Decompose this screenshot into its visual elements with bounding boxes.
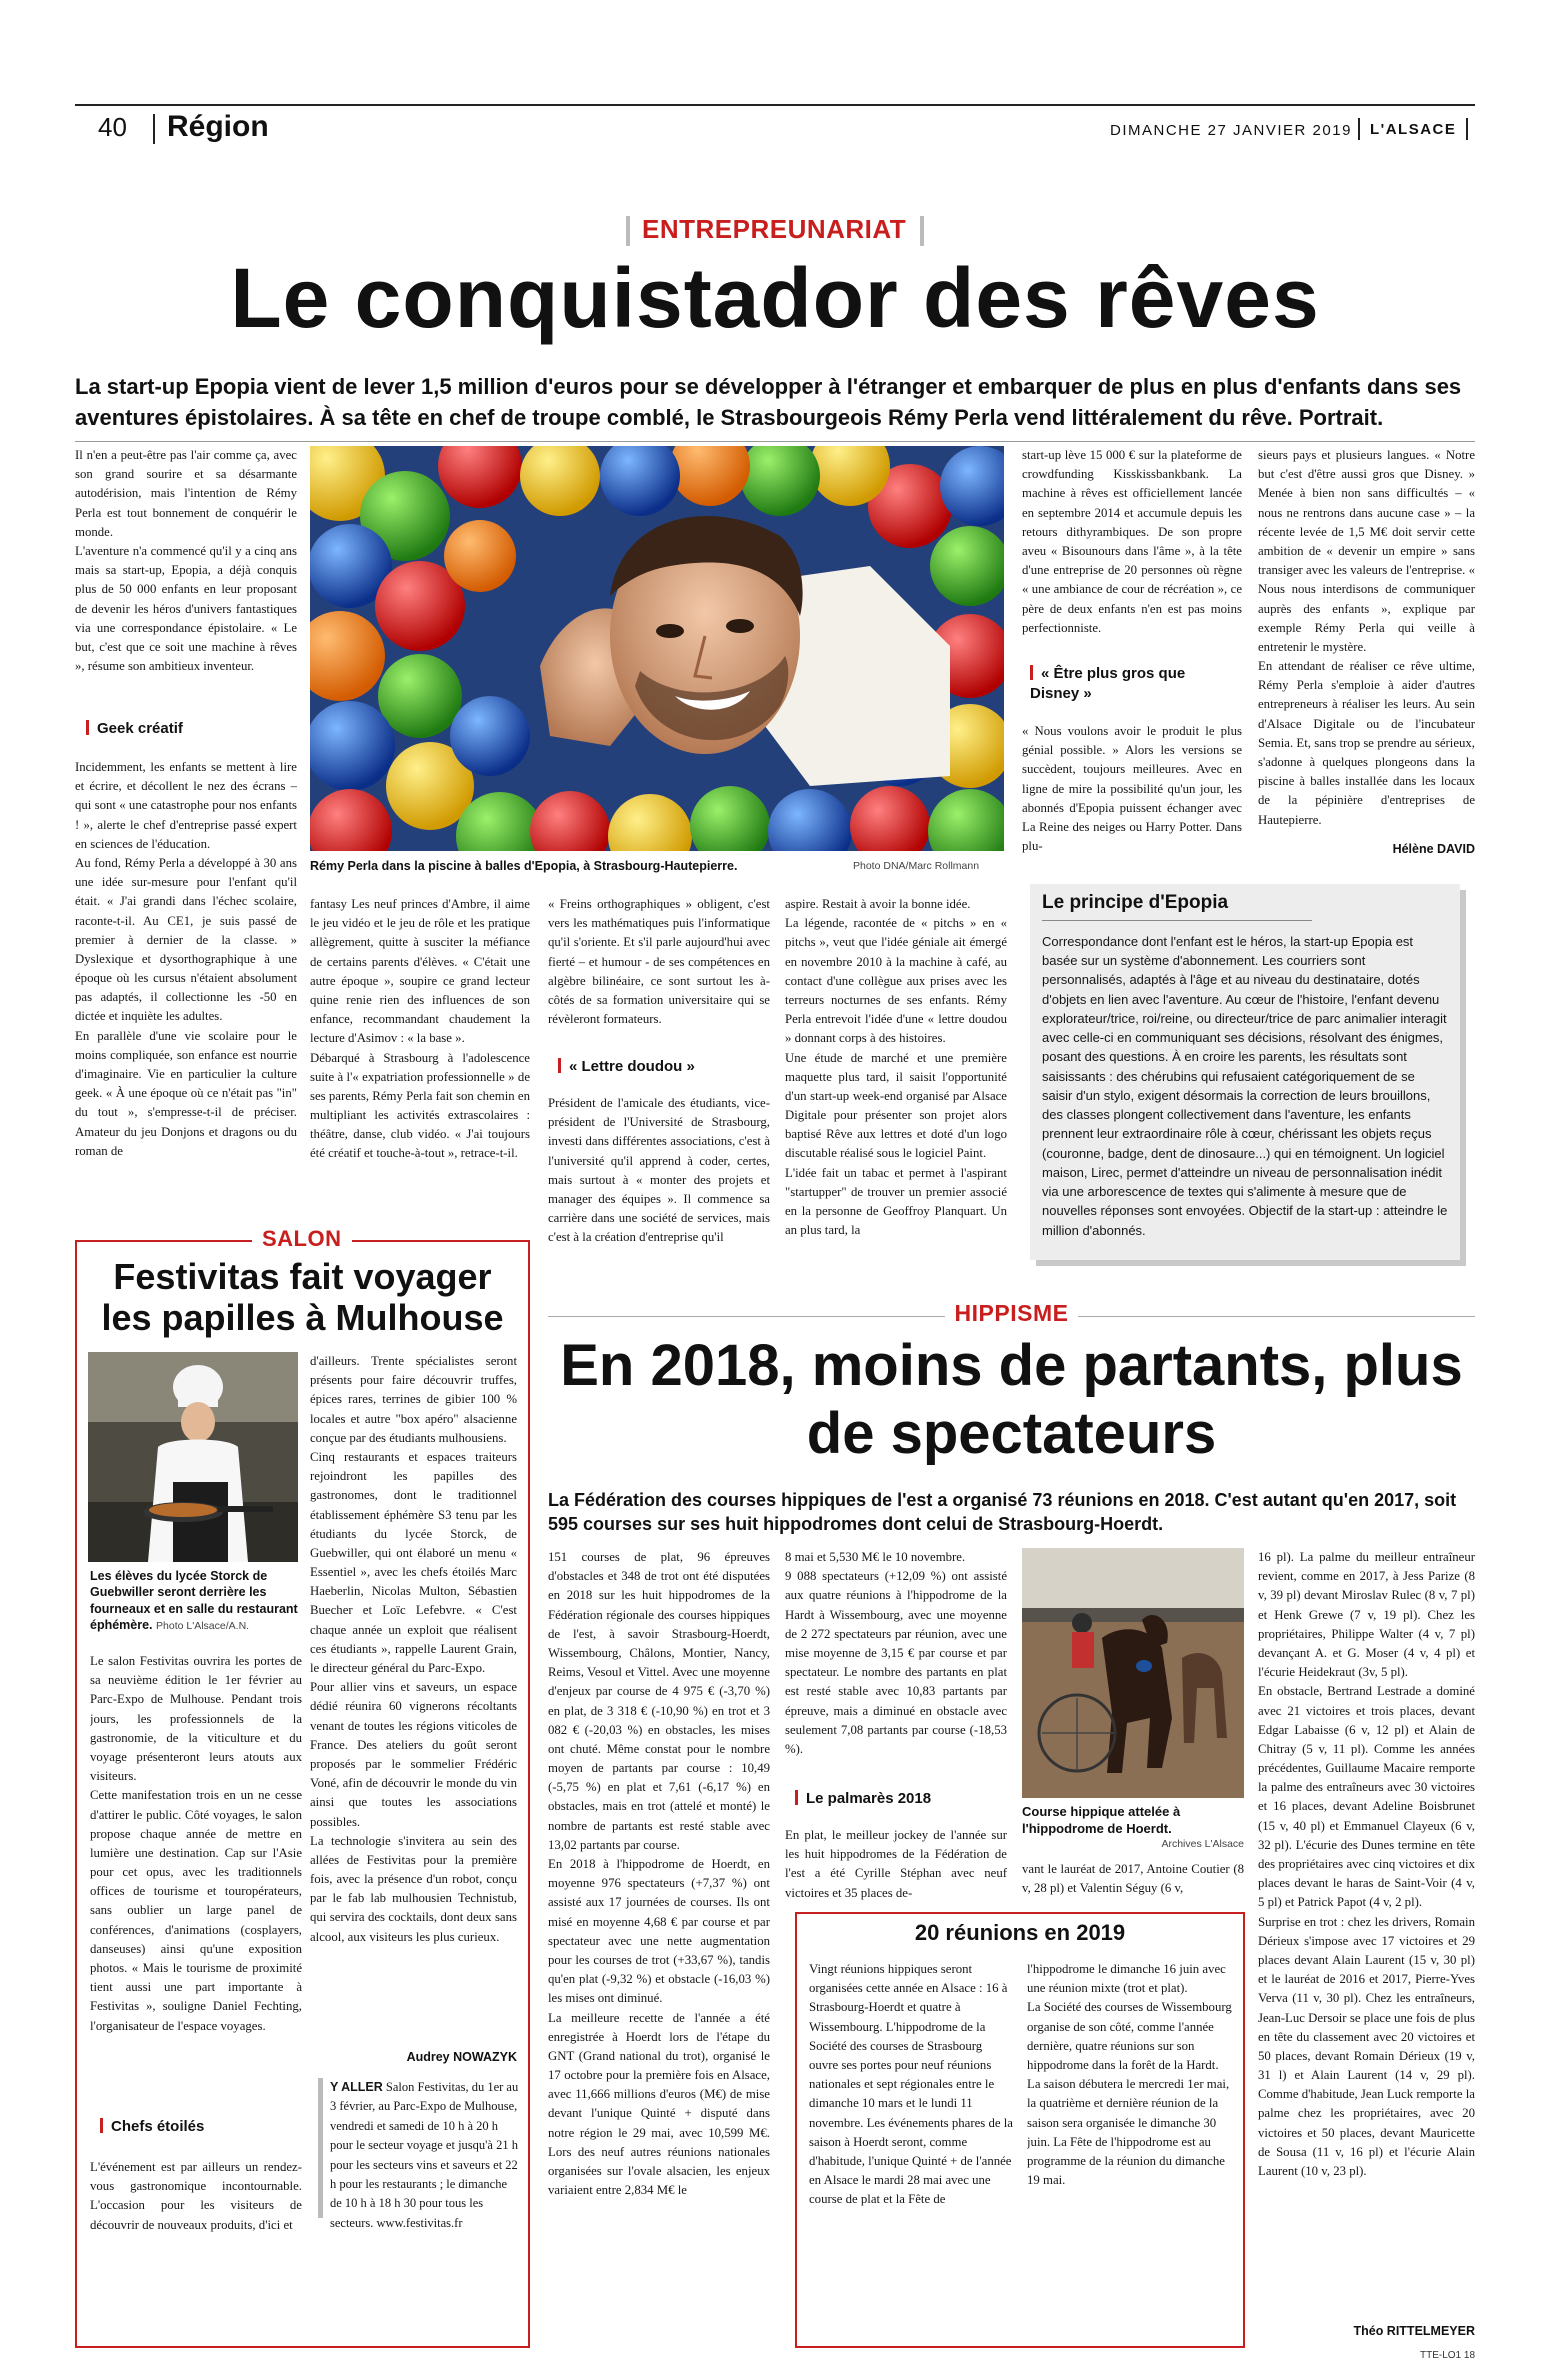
- epopia-info-box: [1030, 884, 1460, 1260]
- hippisme-kicker: HIPPISME: [945, 1300, 1079, 1326]
- main-col4: aspire. Restait à avoir la bonne idée. La légende, racontée de « pitchs » en « pitchs », veut que l'idée géniale ait émergé en novembre 2010 à la machine à café, au contact d'une collègue aux prises avec les terreurs nocturnes de ses enfants. Rémy Perla entrevoit l'idée d'une « lettre doudou » donnant corps à des histoires. Une étude de marché et une première maquette plus tard, il saisit l'opportunité d'un start-up week-end organisé par Alsace Digitale pour présenter son projet alors baptisé Rêve aux lettres et doté d'un logo discutable réalisé sous le logiciel Paint. L'idée fait un tabac et permet à l'aspirant "startupper" de trouver un premier associé en la personne de Geoffroy Planquart. Un an plus tard, la: [785, 897, 1007, 1238]
- salon-info: [330, 2078, 520, 2338]
- main-headline: Le conquistador des rêves: [230, 251, 1320, 345]
- salon-caption-credit: Photo L'Alsace/A.N.: [156, 1619, 250, 1632]
- salon-info-bar: [318, 2078, 323, 2218]
- main-photo-credit: Photo DNA/Marc Rollmann: [853, 860, 980, 872]
- salon-kicker-wrap: [252, 1226, 352, 1252]
- main-col1-a: Il n'en a peut-être pas l'air comme ça, avec son grand sourire et sa désarmante autodérision, mais l'intention de Rémy Perla est tout bonnement de conquérir le monde. L'aventure n'a commencé qu'il y a cinq ans mais sa start-up, Epopia, a déjà conquis plus de 50 000 enfants en leur proposant de devenir les héros d'univers fantastiques via une correspondance épistolaire. « Le but, c'est que ce soit une machine à rêves », résume son ambitieux inventeur.: [75, 448, 297, 674]
- salon-info-label: Y ALLER: [330, 2080, 383, 2094]
- ball-pit-illustration: [310, 446, 1004, 851]
- hippisme-photo-credit: Archives L'Alsace: [1161, 1838, 1244, 1850]
- main-author: Hélène DAVID: [1392, 842, 1475, 856]
- salon-photo-caption: [90, 1568, 302, 1633]
- main-col3-a: « Freins orthographiques » obligent, c'est vers les mathématiques puis l'informatique qu'il s'oriente. Et s'il parle aujourd'hui avec fierté – et humour - de ses compétences en algèbre bilinéaire, ce sont surtout les à-côtés de sa formation universitaire qui se révèleront formateurs.: [548, 897, 770, 1027]
- epopia-box-text: Correspondance dont l'enfant est le héros, la start-up Epopia est basée sur un système d'abonnement. Les courriers sont personnalisés, adaptés à l'âge et au niveau du destinataire, dotés d'objets en lien avec l'aventure. Au cœur de l'histoire, l'enfant devenu explorateur/trice, roi/reine, ou directeur/trice de parc animalier interagit avec celle-ci en communiquant ses décisions, résolvant des énigmes, posant des questions. À en croire les parents, les résultats sont saisissants : des chérubins qui refusaient catégoriquement de se saisir d'un stylo, exigent désormais la correction de leurs brouillons, des classes plongent collectivement dans l'aventure, les enfants prennent leur extraordinaire rôle à cœur, chérissant les objets reçus (couronne, badge, dent de dinosaure...) qui en témoignent. Un logiciel maison, Lirec, permet d'atteindre un niveau de personnalisation inédit via une arborescence de textes qui s'alimente à mesure que de nouvelles réponses sont envoyées. Objectif de la start-up : atteindre le million d'abonnés.: [1042, 934, 1448, 1238]
- harness-race-illustration: [1022, 1548, 1244, 1798]
- reunions-box-title: 20 réunions en 2019: [914, 1920, 1126, 1945]
- salon-author: Audrey NOWAZYK: [406, 2050, 517, 2064]
- horse-race-photo: [1022, 1548, 1244, 1798]
- subhead-disney: « Être plus gros que Disney »: [1030, 664, 1230, 703]
- reunions-col1: Vingt réunions hippiques seront organisées cette année en Alsace : 16 à Strasbourg-Hoerdt et quatre à Wissembourg. L'hippodrome de la Société des courses de Strasbourg ouvre ses portes pour neuf réunions nationales et sept régionales entre le dimanche 10 mars et le lundi 11 novembre. Les événements phares de la saison à Hoerdt seront, comme d'habitude, l'unique Quinté + de l'année en Alsace le mardi 28 mai avec une course de plat et la Fête de: [809, 1962, 1013, 2207]
- header-top-rule: [75, 104, 1475, 106]
- salon-photo: [88, 1352, 298, 1562]
- section-title: Région: [167, 110, 269, 143]
- header-divider-2: [1358, 118, 1360, 140]
- hippisme-col2-b: En plat, le meilleur jockey de l'année sur les huit hippodromes de la Fédération de l'est a été Cyrille Stéphan avec neuf victoires et 35 places de-: [785, 1828, 1007, 1900]
- hippisme-lead: La Fédération des courses hippiques de l'est a organisé 73 réunions en 2018. C'est autant qu'en 2017, soit 595 courses sur ses huit hippodromes dont celui de Strasbourg-Hoerdt.: [548, 1490, 1457, 1535]
- subhead-geek: Geek créatif: [86, 720, 183, 737]
- salon-kicker: SALON: [262, 1226, 342, 1251]
- chef-illustration: [88, 1352, 298, 1562]
- footer-code: TTE-LO1 18: [1420, 2350, 1476, 2361]
- hippisme-headline: En 2018, moins de partants, plus de spectateurs: [560, 1333, 1463, 1467]
- kicker-bar-left: [626, 216, 630, 246]
- salon-info-text: Salon Festivitas, du 1er au 3 février, au Parc-Expo de Mulhouse, vendredi et samedi de 10 h à 20 h pour le secteur voyage et jusqu'à 21 h pour les secteurs vins et saveurs et 22 h pour les restaurants ; le dimanche de 10 h à 18 h 30 pour tous les secteurs. www.festivitas.fr: [330, 2080, 519, 2230]
- main-col5-b: « Nous voulons avoir le produit le plus génial possible. » Alors les versions se succèdent, toujours meilleures. Avec en ligne de mire la possibilité qu'un jour, les abonnés d'Epopia puissent échanger avec La Reine des neiges ou Harry Potter. Dans plu-: [1022, 724, 1242, 854]
- subhead-chefs-etoiles: Chefs étoilés: [100, 2118, 204, 2135]
- epopia-box-title: Le principe d'Epopia: [1042, 892, 1229, 913]
- main-col2: fantasy Les neuf princes d'Ambre, il aime le jeu vidéo et le jeu de rôle et les pratique allègrement, quitte à susciter la méfiance de certains parents d'élèves. « C'était une autre époque », soupire ce grand lecteur quine renie rien des influences de son enfance, recommandant chaudement la lecture d'Asimov : « la base ». Débarqué à Strasbourg à l'adolescence suite à l'« expatriation professionnelle » de ses parents, Rémy Perla fait son chemin en multipliant les activités extrascolaires : théâtre, danse, club vidéo. « J'ai toujours été créatif et touche-à-tout », retrace-t-il.: [310, 897, 530, 1161]
- main-col5-a: start-up lève 15 000 € sur la plateforme de crowdfunding Kisskissbankbank. La machine à rêves est officiellement lancée en septembre 2014 et accumule depuis les retours dithyrambiques. De son propre aveu « Bisounours dans l'âme », à la tête d'une entreprise de 20 personnes où règne « une ambiance de cour de récréation », ce père de deux enfants n'en est pas moins perfectionniste.: [1022, 448, 1242, 635]
- header-divider-3: [1466, 118, 1468, 140]
- page-number: 40: [98, 112, 127, 142]
- main-col1-b: Incidemment, les enfants se mettent à lire et écrire, et décollent le nez des écrans – qui sont « une catastrophe pour nos enfants ! », alerte le chef d'entreprise passé expert en sciences de l'éducation. Au fond, Rémy Perla a développé à 30 ans une idée sur-mesure pour l'enfant qu'il était. « J'ai grandi dans l'échec scolaire, raconte-t-il. Au CE1, je suis passé de premier à dernier de la classe. » Dyslexique et dysorthographique à une époque où les cursus n'étaient absolument pas adaptés, il collectionne les -50 en dictée et inquiète les adultes. En parallèle d'une vie scolaire pour le moins compliquée, son enfance est nourrie d'imaginaire. Vie en particulier la culture geek. « À une époque où ce n'était pas "in" du tout », s'empresse-t-il de préciser. Amateur du jeu Donjons et dragons ou du roman de: [75, 760, 297, 1158]
- salon-col1-b: L'événement est par ailleurs un rendez-vous gastronomique incontournable. L'occasion pour les visiteurs de découvrir de nouveaux produits, d'ici et: [90, 2160, 302, 2232]
- hippisme-photo-caption: Course hippique attelée à l'hippodrome de Hoerdt.: [1022, 1804, 1181, 1836]
- main-photo-caption: Rémy Perla dans la piscine à balles d'Epopia, à Strasbourg-Hautepierre.: [310, 859, 738, 873]
- header-divider: [153, 114, 155, 144]
- epopia-box-rule: [1042, 920, 1312, 921]
- main-col6: sieurs pays et plusieurs langues. « Notre but c'est d'être aussi gros que Disney. » Menée à bien non sans difficultés – « nous ne rentrons dans aucune case » – la récente levée de 1,5 M€ doit servir cette ambition de « devenir un empire » sans transiger avec les valeurs de l'entreprise. « Nous nous interdisons de communiquer auprès des enfants », explique par exemple Rémy Perla qui veille à entretenir le mystère. En attendant de réaliser ce rêve ultime, Rémy Perla s'emploie à aider d'autres entrepreneurs à réaliser les leurs. Au sein d'Alsace Digitale ou de l'incubateur Semia. Et, sans trop se prendre au sérieux, s'adonne à quelques plongeons dans la piscine à balles installée dans les locaux de la pépinière d'entreprises de Hautepierre.: [1258, 448, 1475, 827]
- subhead-palmares: Le palmarès 2018: [795, 1790, 931, 1807]
- reunions-col2: l'hippodrome le dimanche 16 juin avec une réunion mixte (trot et plat). La Société des courses de Wissembourg organise de son côté, comme l'année dernière, quatre réunions sur son hippodrome dans la forêt de la Hardt. La saison débutera le mercredi 1er mai, la quatrième et dernière réunion de la saison sera organisée le dimanche 30 juin. La Fête de l'hippodrome est au programme de la réunion du dimanche 19 mai.: [1027, 1962, 1232, 2188]
- newspaper-name: L'ALSACE: [1370, 121, 1457, 138]
- hippisme-col4: 16 pl). La palme du meilleur entraîneur revient, comme en 2017, à Jess Parize (8 v, 39 pl) devant Miroslav Rulec (8 v, 7 pl) et Henk Grewe (7 v, 19 pl). Chez les propriétaires, Philippe Walter (4 v, 7 pl) devançant A. et G. Moser (4 v, 4 pl) et l'écurie Heidekraut (3v, 5 pl). En obstacle, Bertrand Lestrade a dominé avec 21 victoires et trois places, devant Edgar Labaisse (6 v, 12 pl) et Alain de Chitray (5 v, 11 pl). Comme les années précédentes, Guillaume Macaire remporte la palme des entraîneurs avec 30 victoires et 16 places, devant Adeline Boisbrunet (15 v, 40 pl) et Emmanuel Clayeux (6 v, 32 pl). L'écurie des Dunes termine en tête des propriétaires avec cinq victoires et dix places devant le haras de Saint-Voir (4 v, 5 pl) et Patrick Papot (4 v, 2 pl). Surprise en trot : chez les drivers, Romain Dérieux s'impose avec 17 victoires et 29 places devant Alain Laurent (15 v, 30 pl) et le lauréat de 2016 et 2017, Pierre-Yves Verva (11 v, 30 pl). Chez les entraîneurs, Jean-Luc Dersoir se place une fois de plus en tête du classement avec 20 victoires et 50 places, devant Romain Dérieux (19 v, 31 l) et Alain Laurent (14 v, 29 pl). Comme d'habitude, Jean Luck remporte la palme chez les propriétaires, avec 20 victoires et 50 places, devant Mauricette de Sousa (11 v, 16 pl) et l'écurie Alain Laurent (10 v, 23 pl).: [1258, 1550, 1475, 2178]
- salon-caption-text: Les élèves du lycée Storck de Guebwiller seront derrière les fourneaux et en salle du restaurant éphémère.: [90, 1569, 298, 1632]
- reunions-box: [795, 1912, 1245, 2348]
- subhead-lettre-doudou: « Lettre doudou »: [558, 1058, 695, 1075]
- main-lead: La start-up Epopia vient de lever 1,5 million d'euros pour se développer à l'étranger et embarquer de plus en plus d'enfants dans ses aventures épistolaires. À sa tête en chef de troupe comblé, le Strasbourgeois Rémy Perla vend littéralement du rêve. Portrait.: [75, 374, 1462, 430]
- hippisme-col3: vant le lauréat de 2017, Antoine Coutier (8 v, 28 pl) et Valentin Séguy (6 v,: [1022, 1862, 1244, 1896]
- hippisme-kicker-wrap: [548, 1300, 1475, 1327]
- hippisme-col1: 151 courses de plat, 96 épreuves d'obstacles et 348 de trot ont été disputées en 2018 sur les huit hippodromes de la Fédération régionale des courses hippiques de l'est, à savoir Strasbourg-Hoerdt, Wissembourg, Châlons, Montier, Nancy, Reims, Vesoul et Vittel. Avec une moyenne d'enjeux par course de 4 975 € (-3,70 %) en plat, de 3 318 € (-10,90 %) en trot et 3 082 € (-20,03 %) en obstacles, les mises ont chuté. Même constat pour le nombre moyen de partants par course : 10,49 (-5,75 %) en plat et 7,61 (-6,17 %) en obstacles, mais en trot (attelé et monté) le nombre de partants est resté stable avec 13,02 partants par course. En 2018 à l'hippodrome de Hoerdt, en moyenne 976 spectateurs (+7,37 %) ont assisté aux 17 journées de courses. Ils ont misé en moyenne 4,68 € par course et par spectateur avec une nette augmentation pour les courses de trot (+33,67 %), tandis qu'en plat (-9,32 %) et obstacle (-16,03 %) les mises ont diminué. La meilleure recette de l'année a été enregistrée à Hoerdt lors de l'étape du GNT (Grand national du trot), organisé le 17 octobre pour la première fois en Alsace, avec 11,666 millions d'euros (M€) de mise devant l'unique Quinté + disputé dans notre région le 29 mai, avec 10,599 M€. Lors des neuf autres réunions nationales organisées sur l'ovale alsacien, les enjeux variaient entre 2,834 M€ le: [548, 1550, 770, 2198]
- header-date: DIMANCHE 27 JANVIER 2019: [1110, 122, 1352, 139]
- salon-col1-a: Le salon Festivitas ouvrira les portes de sa neuvième édition le 1er février au Parc-Expo de Mulhouse. Pendant trois jours, les professionnels de la gastronomie, de la viticulture et du voyage présenteront leurs atouts aux visiteurs. Cette manifestation trois en un ne cesse d'attirer le public. Côté voyages, le salon propose chaque année de mettre en lumière une destination. Cap sur l'Asie pour cet opus, avec les traditionnels offices de tourisme et touropérateurs, sans oublier un large panel de conférences, d'animations (cosplayers, danseuses) ainsi qu'une exposition photos. « Mais le tourisme de proximité tient aussi une part importante à Festivitas », souligne Daniel Fechting, l'organisateur de l'espace voyages.: [90, 1654, 302, 2033]
- kicker-bar-right: [920, 216, 924, 246]
- main-kicker: ENTREPREUNARIAT: [642, 214, 907, 244]
- hippisme-author: Théo RITTELMEYER: [1353, 2324, 1475, 2338]
- salon-col2: d'ailleurs. Trente spécialistes seront présents pour faire découvrir truffes, épices rares, terrines de gibier 100 % locales et autre "box apéro" alsacienne conçue par des étudiants mulhousiens. Cinq restaurants et espaces traiteurs rejoindront les papilles des gastronomes, dont le traditionnel établissement éphémère S3 tenu par les étudiants du lycée Storck, de Guebwiller, qui ont élaboré un menu « Essentiel », avec les chefs étoilés Marc Haeberlin, Nicolas Multon, Sébastien Buecher et Loïc Lefebvre. « C'est chaque année un exploit que réalisent ces étudiants », rappelle Laurent Grain, le directeur général du Parc-Expo. Pour allier vins et saveurs, un espace dédié réunira 60 vignerons récoltants venant de toutes les régions viticoles de France. Des ateliers du goût seront proposés par le sommelier Frédéric Voné, afin de découvrir le monde du vin ainsi que toutes les associations possibles. La technologie s'invitera au sein des allées de Festivitas pour la première fois, avec la présence d'un robot, conçu par le fab lab mulhousien Technistub, qui servira des cocktails, dont deux sans alcool, aux visiteurs les plus curieux.: [310, 1354, 517, 1944]
- hippisme-col2-a: 8 mai et 5,530 M€ le 10 novembre. 9 088 spectateurs (+12,09 %) ont assisté aux quatre réunions à l'hippodrome de la Hardt à Wissembourg, avec une moyenne de 2 272 spectateurs par réunion, avec une mise moyenne de 3,15 € par course et par spectateur. Le nombre des partants en plat est resté stable avec 10,83 partants par épreuve, mais a diminué en obstacle avec seulement 7,08 partants par course (-18,53 %).: [785, 1550, 1007, 1756]
- lead-rule: [75, 441, 1475, 442]
- salon-headline: Festivitas fait voyager les papilles à Mulhouse: [101, 1256, 504, 1339]
- main-col3-b: Président de l'amicale des étudiants, vice-président de l'Université de Strasbourg, investi dans différentes associations, c'est à l'université qu'il apprend à coder, certes, mais surtout à « monter des projets et manager des équipes ». Il commence sa carrière dans une société de services, mais c'est à la création d'entreprise qu'il: [548, 1096, 770, 1245]
- ball-pit-photo: [310, 446, 1004, 851]
